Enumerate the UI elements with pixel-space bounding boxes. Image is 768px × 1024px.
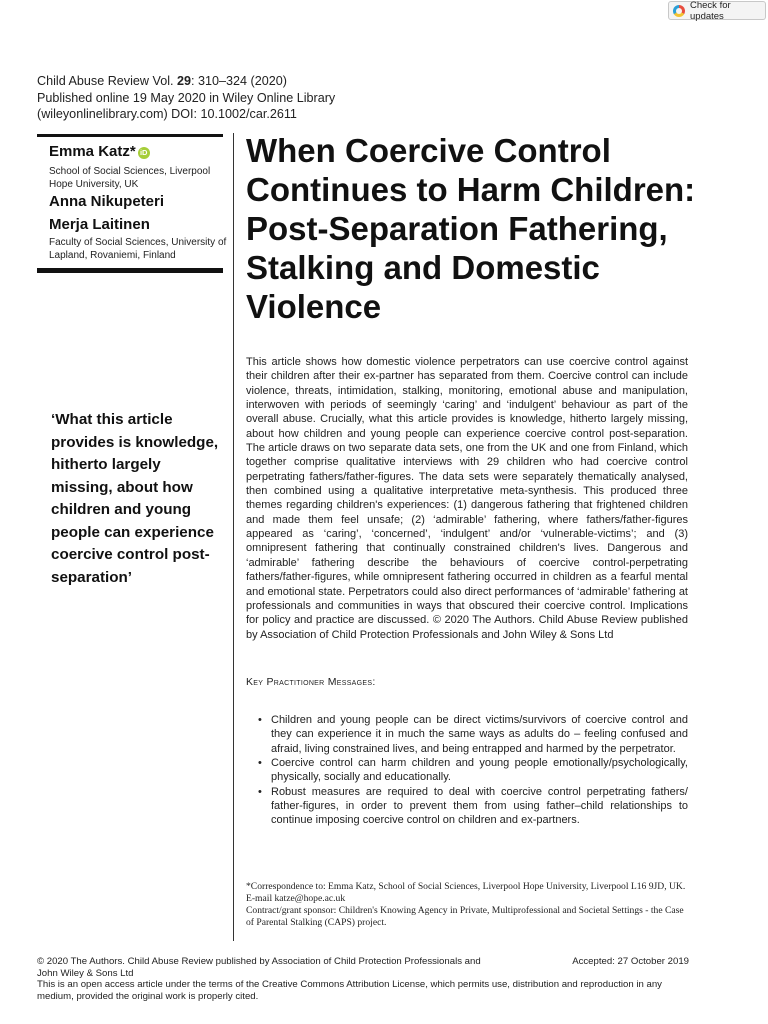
journal-doi-line: (wileyonlinelibrary.com) DOI: 10.1002/car.2611 [37, 107, 297, 121]
author-name-laitinen: Merja Laitinen [49, 216, 150, 233]
bullet-icon: • [258, 785, 262, 798]
journal-volume-line: Child Abuse Review Vol. 29: 310–324 (2020) [37, 74, 287, 88]
pull-quote: ‘What this article provides is knowledge, hitherto largely missing, about how children and young people can experience coercive control post-separation’ [51, 411, 219, 586]
page-footer [37, 956, 689, 1002]
journal-published-line: Published online 19 May 2020 in Wiley Online Library [37, 90, 336, 105]
bullet-icon: • [258, 714, 262, 726]
journal-citation [37, 73, 335, 123]
list-item: • Coercive control can harm children and young people emotionally/psychologically, physically, socially and educationally. [258, 757, 688, 784]
affiliation-liverpool: School of Social Sciences, Liverpool Hope University, UK [49, 166, 211, 190]
affiliation-lapland: Faculty of Social Sciences, University of Lapland, Rovaniemi, Finland [49, 237, 227, 261]
crossmark-icon [673, 5, 685, 17]
author-block-top-rule [37, 134, 223, 137]
footnotes [246, 881, 691, 929]
correspondence-note: *Correspondence to: Emma Katz, School of Social Sciences, Liverpool Hope University, Liverpool L16 9JD, UK. E-mail katze@hope.ac.uk [246, 881, 686, 904]
license-notice: This is an open access article under the terms of the Creative Commons Attribution License, which permits use, distribution and reproduction in any medium, provided the original work is properly cited. [37, 979, 662, 1002]
check-for-updates-button[interactable] [668, 1, 766, 20]
author-block-bottom-rule [37, 268, 223, 273]
bullet-icon: • [258, 757, 262, 770]
abstract: This article shows how domestic violence perpetrators can use coercive control against their children after their ex-partner has separated from them. Coercive control can include violence, threats, intimidation, stalking, monitoring, emotional abuse and manipulation, interwoven with periods of seemingly ‘caring’ and ‘indulgent’ behaviour as part of the overall abuse. Crucially, what this article provides is knowledge, hitherto largely missing, about how children and young people can experience coercive control post-separation. The article draws on two separate data sets, one from the UK and one from Finland, which together comprise qualitative interviews with 29 children who had coercive control perpetrating fathers/father-figures. The data sets were separately thematically analysed, then combined using a qualitative interpretative meta-synthesis. This produced three themes regarding children's experiences: (1) dangerous fathering that frightened children and made them feel unsafe; (2) ‘admirable’ fathering, where fathers/father-figures appeared as ‘caring’, ‘concerned’, ‘indulgent’ and/or ‘vulnerable-victims’; and (3) omnipresent fathering that continually constrained children's lives. Dangerous and ‘admirable’ fathering describe the behaviours of coercive control-perpetrating fathers/father-figures, while omnipresent fathering occurred in children as a fearful mental and emotional state. Perpetrators could also direct performances of ‘admirable’ fathering at professionals and communities in ways that obscured their coercive control. Implications for policy and practice are discussed. © 2020 The Authors. Child Abuse Review published by Association of Child Protection Professionals and John Wiley & Sons Ltd [246, 356, 688, 641]
key-messages-heading: Key Practitioner Messages: [246, 676, 376, 688]
orcid-icon[interactable]: iD [138, 147, 150, 159]
author-name-nikupeteri: Anna Nikupeteri [49, 193, 165, 210]
grant-note: Contract/grant sponsor: Children's Knowing Agency in Private, Multiprofessional and Societal Settings - the Case of Parental Stalking (CAPS) project. [246, 905, 684, 928]
copyright-notice: © 2020 The Authors. Child Abuse Review published by Association of Child Protection Professionals and John Wiley & Sons Ltd [37, 956, 481, 979]
list-item: • Children and young people can be direct victims/survivors of coercive control and they can experience it in much the same ways as adults do – feeling confused and afraid, living constrained lives, and being entrapped and harmed by the perpetrator. [258, 714, 688, 755]
key-messages-list [258, 713, 688, 828]
article-title: When Coercive Control Continues to Harm Children: Post-Separation Fathering, Stalking and Domestic Violence [246, 132, 696, 325]
list-item: • Robust measures are required to deal with coercive control perpetrating fathers/ father-figures, in order to prevent them from using father–child relationships to continue imposing coercive control on children and ex-partners. [258, 785, 688, 827]
accepted-date: Accepted: 27 October 2019 [572, 956, 689, 967]
check-for-updates-label: Check for updates [690, 0, 731, 22]
column-divider [233, 133, 234, 941]
author-name-katz: Emma Katz* iD [49, 143, 150, 160]
